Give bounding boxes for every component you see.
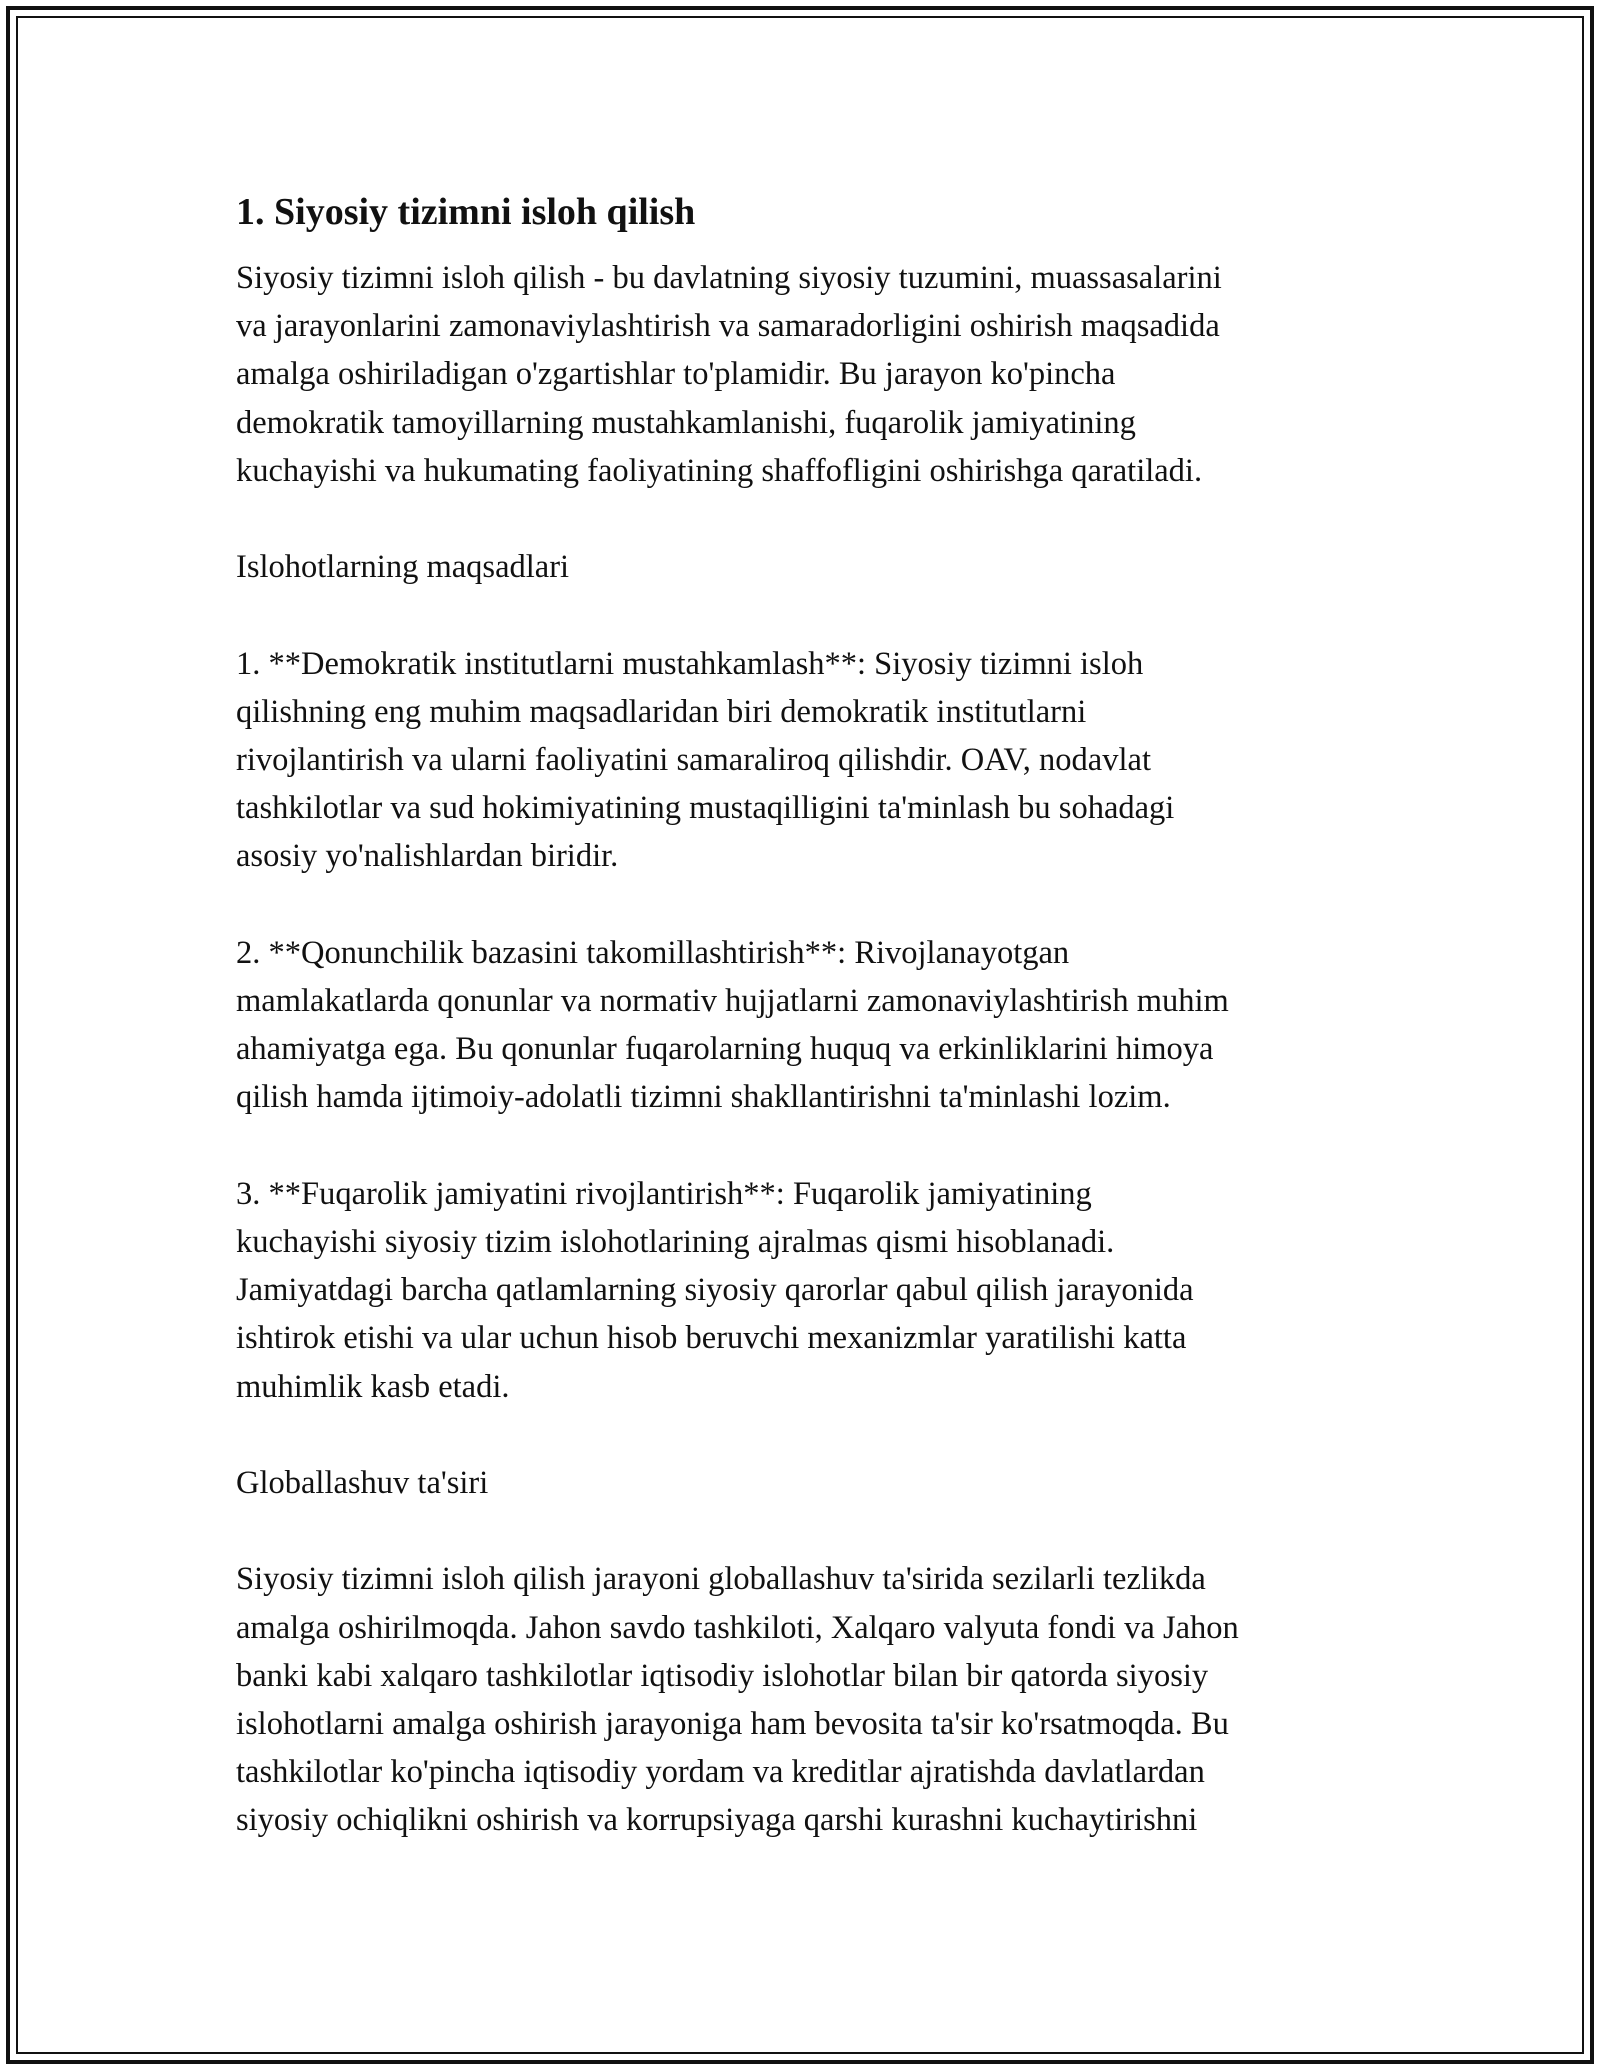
paragraph-goal-3 xyxy=(236,1170,1406,1411)
text-line: kuchayishi siyosiy tizim islohotlarining ajralmas qismi hisoblanadi. xyxy=(236,1224,1115,1260)
text-line: va jarayonlarini zamonaviylashtirish va samaradorligini oshirish maqsadida xyxy=(236,308,1220,345)
section-heading-globalization xyxy=(236,1459,1406,1507)
paragraph-globalization xyxy=(236,1555,1406,1844)
text-line: banki kabi xalqaro tashkilotlar iqtisodiy islohotlar bilan bir qatorda siyosiy xyxy=(236,1657,1209,1694)
text-line: amalga oshiriladigan o'zgartishlar to'plamidir. Bu jarayon ko'pincha xyxy=(236,356,1116,393)
text-line: 3. **Fuqarolik jamiyatini rivojlantirish**: Fuqarolik jamiyatining xyxy=(236,1175,1092,1212)
document-title: 1. Siyosiy tizimni isloh qilish xyxy=(236,191,696,233)
paragraph-intro xyxy=(236,254,1406,495)
text-line: Islohotlarning maqsadlari xyxy=(236,549,570,586)
text-line: Jamiyatdagi barcha qatlamlarning siyosiy qarorlar qabul qilish jarayonida xyxy=(236,1272,1194,1309)
text-line: Siyosiy tizimni isloh qilish jarayoni globallashuv ta'sirida sezilarli tezlikda xyxy=(236,1561,1206,1598)
text-line: 1. **Demokratik institutlarni mustahkamlash**: Siyosiy tizimni isloh xyxy=(236,645,1144,682)
text-line: Globallashuv ta'siri xyxy=(236,1465,489,1501)
text-line: rivojlantirish va ularni faoliyatini samaraliroq qilishdir. OAV, nodavlat xyxy=(236,742,1151,778)
text-line: tashkilotlar va sud hokimiyatining mustaqilligini ta'minlash bu sohadagi xyxy=(236,790,1175,827)
text-line: amalga oshirilmoqda. Jahon savdo tashkiloti, Xalqaro valyuta fondi va Jahon xyxy=(236,1609,1239,1646)
text-line: mamlakatlarda qonunlar va normativ hujjatlarni zamonaviylashtirish muhim xyxy=(236,983,1229,1019)
text-line: ishtirok etishi va ular uchun hisob beruvchi mexanizmlar yaratilishi katta xyxy=(236,1320,1187,1357)
text-line: qilish hamda ijtimoiy-adolatli tizimni shakllantirishni ta'minlashi lozim. xyxy=(236,1079,1171,1116)
text-line: siyosiy ochiqlikni oshirish va korrupsiyaga qarshi kurashni kuchaytirishni xyxy=(236,1802,1198,1839)
text-line: demokratik tamoyillarning mustahkamlanishi, fuqarolik jamiyatining xyxy=(236,404,1136,441)
text-line: asosiy yo'nalishlardan biridir. xyxy=(236,838,619,875)
document-body xyxy=(236,186,1406,1893)
text-line: 2. **Qonunchilik bazasini takomillashtirish**: Rivojlanayotgan xyxy=(236,934,1070,971)
text-line: Siyosiy tizimni isloh qilish - bu davlatning siyosiy tuzumini, muassasalarini xyxy=(236,260,1222,296)
text-line: islohotlarni amalga oshirish jarayoniga ham bevosita ta'sir ko'rsatmoqda. Bu xyxy=(236,1706,1229,1742)
text-line: tashkilotlar ko'pincha iqtisodiy yordam va kreditlar ajratishda davlatlardan xyxy=(236,1754,1205,1791)
text-line: ahamiyatga ega. Bu qonunlar fuqarolarning huquq va erkinliklarini himoya xyxy=(236,1031,1214,1068)
text-line: kuchayishi va hukumating faoliyatining shaffofligini oshirishga qaratiladi. xyxy=(236,452,1203,489)
text-line: qilishning eng muhim maqsadlaridan biri demokratik institutlarni xyxy=(236,693,1087,730)
paragraph-goal-2 xyxy=(236,929,1406,1122)
section-heading-goals xyxy=(236,543,1406,591)
text-line: muhimlik kasb etadi. xyxy=(236,1368,510,1405)
paragraph-goal-1 xyxy=(236,640,1406,881)
